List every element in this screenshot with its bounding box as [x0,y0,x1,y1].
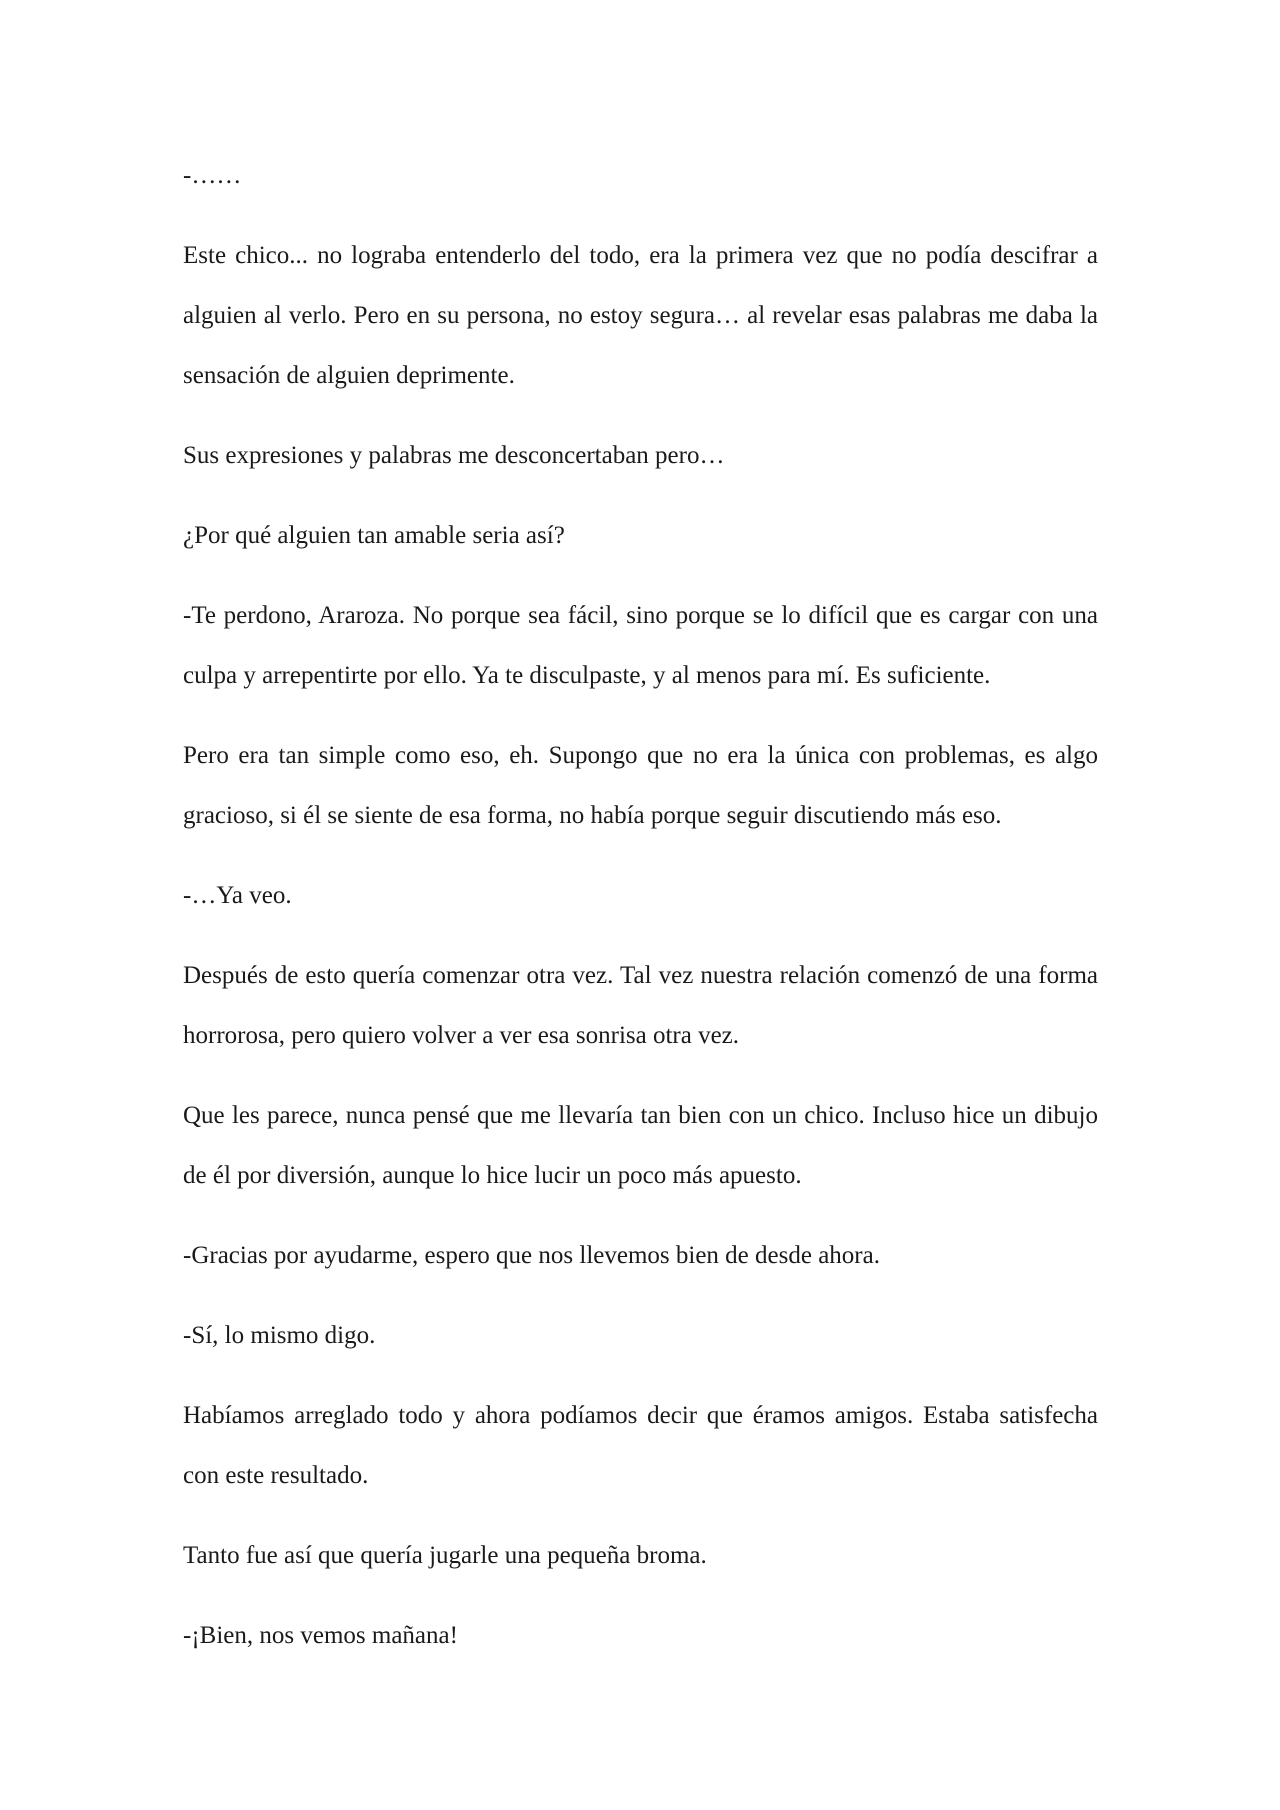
paragraph: Sus expresiones y palabras me desconcertaban pero… [183,442,725,469]
paragraph: -¡Bien, nos vemos mañana! [183,1622,458,1649]
paragraph: -…… [183,162,242,189]
paragraph: Habíamos arreglado todo y ahora podíamos decir que éramos amigos. Estaba satisfecha con este resultado. [183,1402,1098,1489]
body-text [183,146,1098,1666]
paragraph: ¿Por qué alguien tan amable seria así? [183,522,565,549]
paragraph: Que les parece, nunca pensé que me llevaría tan bien con un chico. Incluso hice un dibujo de él por diversión, aunque lo hice lucir un poco más apuesto. [183,1102,1098,1189]
paragraph: -Sí, lo mismo digo. [183,1322,376,1349]
paragraph: Este chico... no lograba entenderlo del todo, era la primera vez que no podía descifrar a alguien al verlo. Pero en su persona, no estoy segura… al revelar esas palabras me daba la sensación de alguien deprimente. [183,242,1098,389]
paragraph: Pero era tan simple como eso, eh. Supongo que no era la única con problemas, es algo gracioso, si él se siente de esa forma, no había porque seguir discutiendo más eso. [183,742,1098,829]
paragraph: -Gracias por ayudarme, espero que nos llevemos bien de desde ahora. [183,1242,880,1269]
paragraph: Tanto fue así que quería jugarle una pequeña broma. [183,1542,707,1569]
paragraph: -Te perdono, Araroza. No porque sea fácil, sino porque se lo difícil que es cargar con una culpa y arrepentirte por ello. Ya te disculpaste, y al menos para mí. Es suficiente. [183,602,1098,689]
paragraph: -…Ya veo. [183,882,292,909]
paragraph: Después de esto quería comenzar otra vez. Tal vez nuestra relación comenzó de una forma horrorosa, pero quiero volver a ver esa sonrisa otra vez. [183,962,1098,1049]
